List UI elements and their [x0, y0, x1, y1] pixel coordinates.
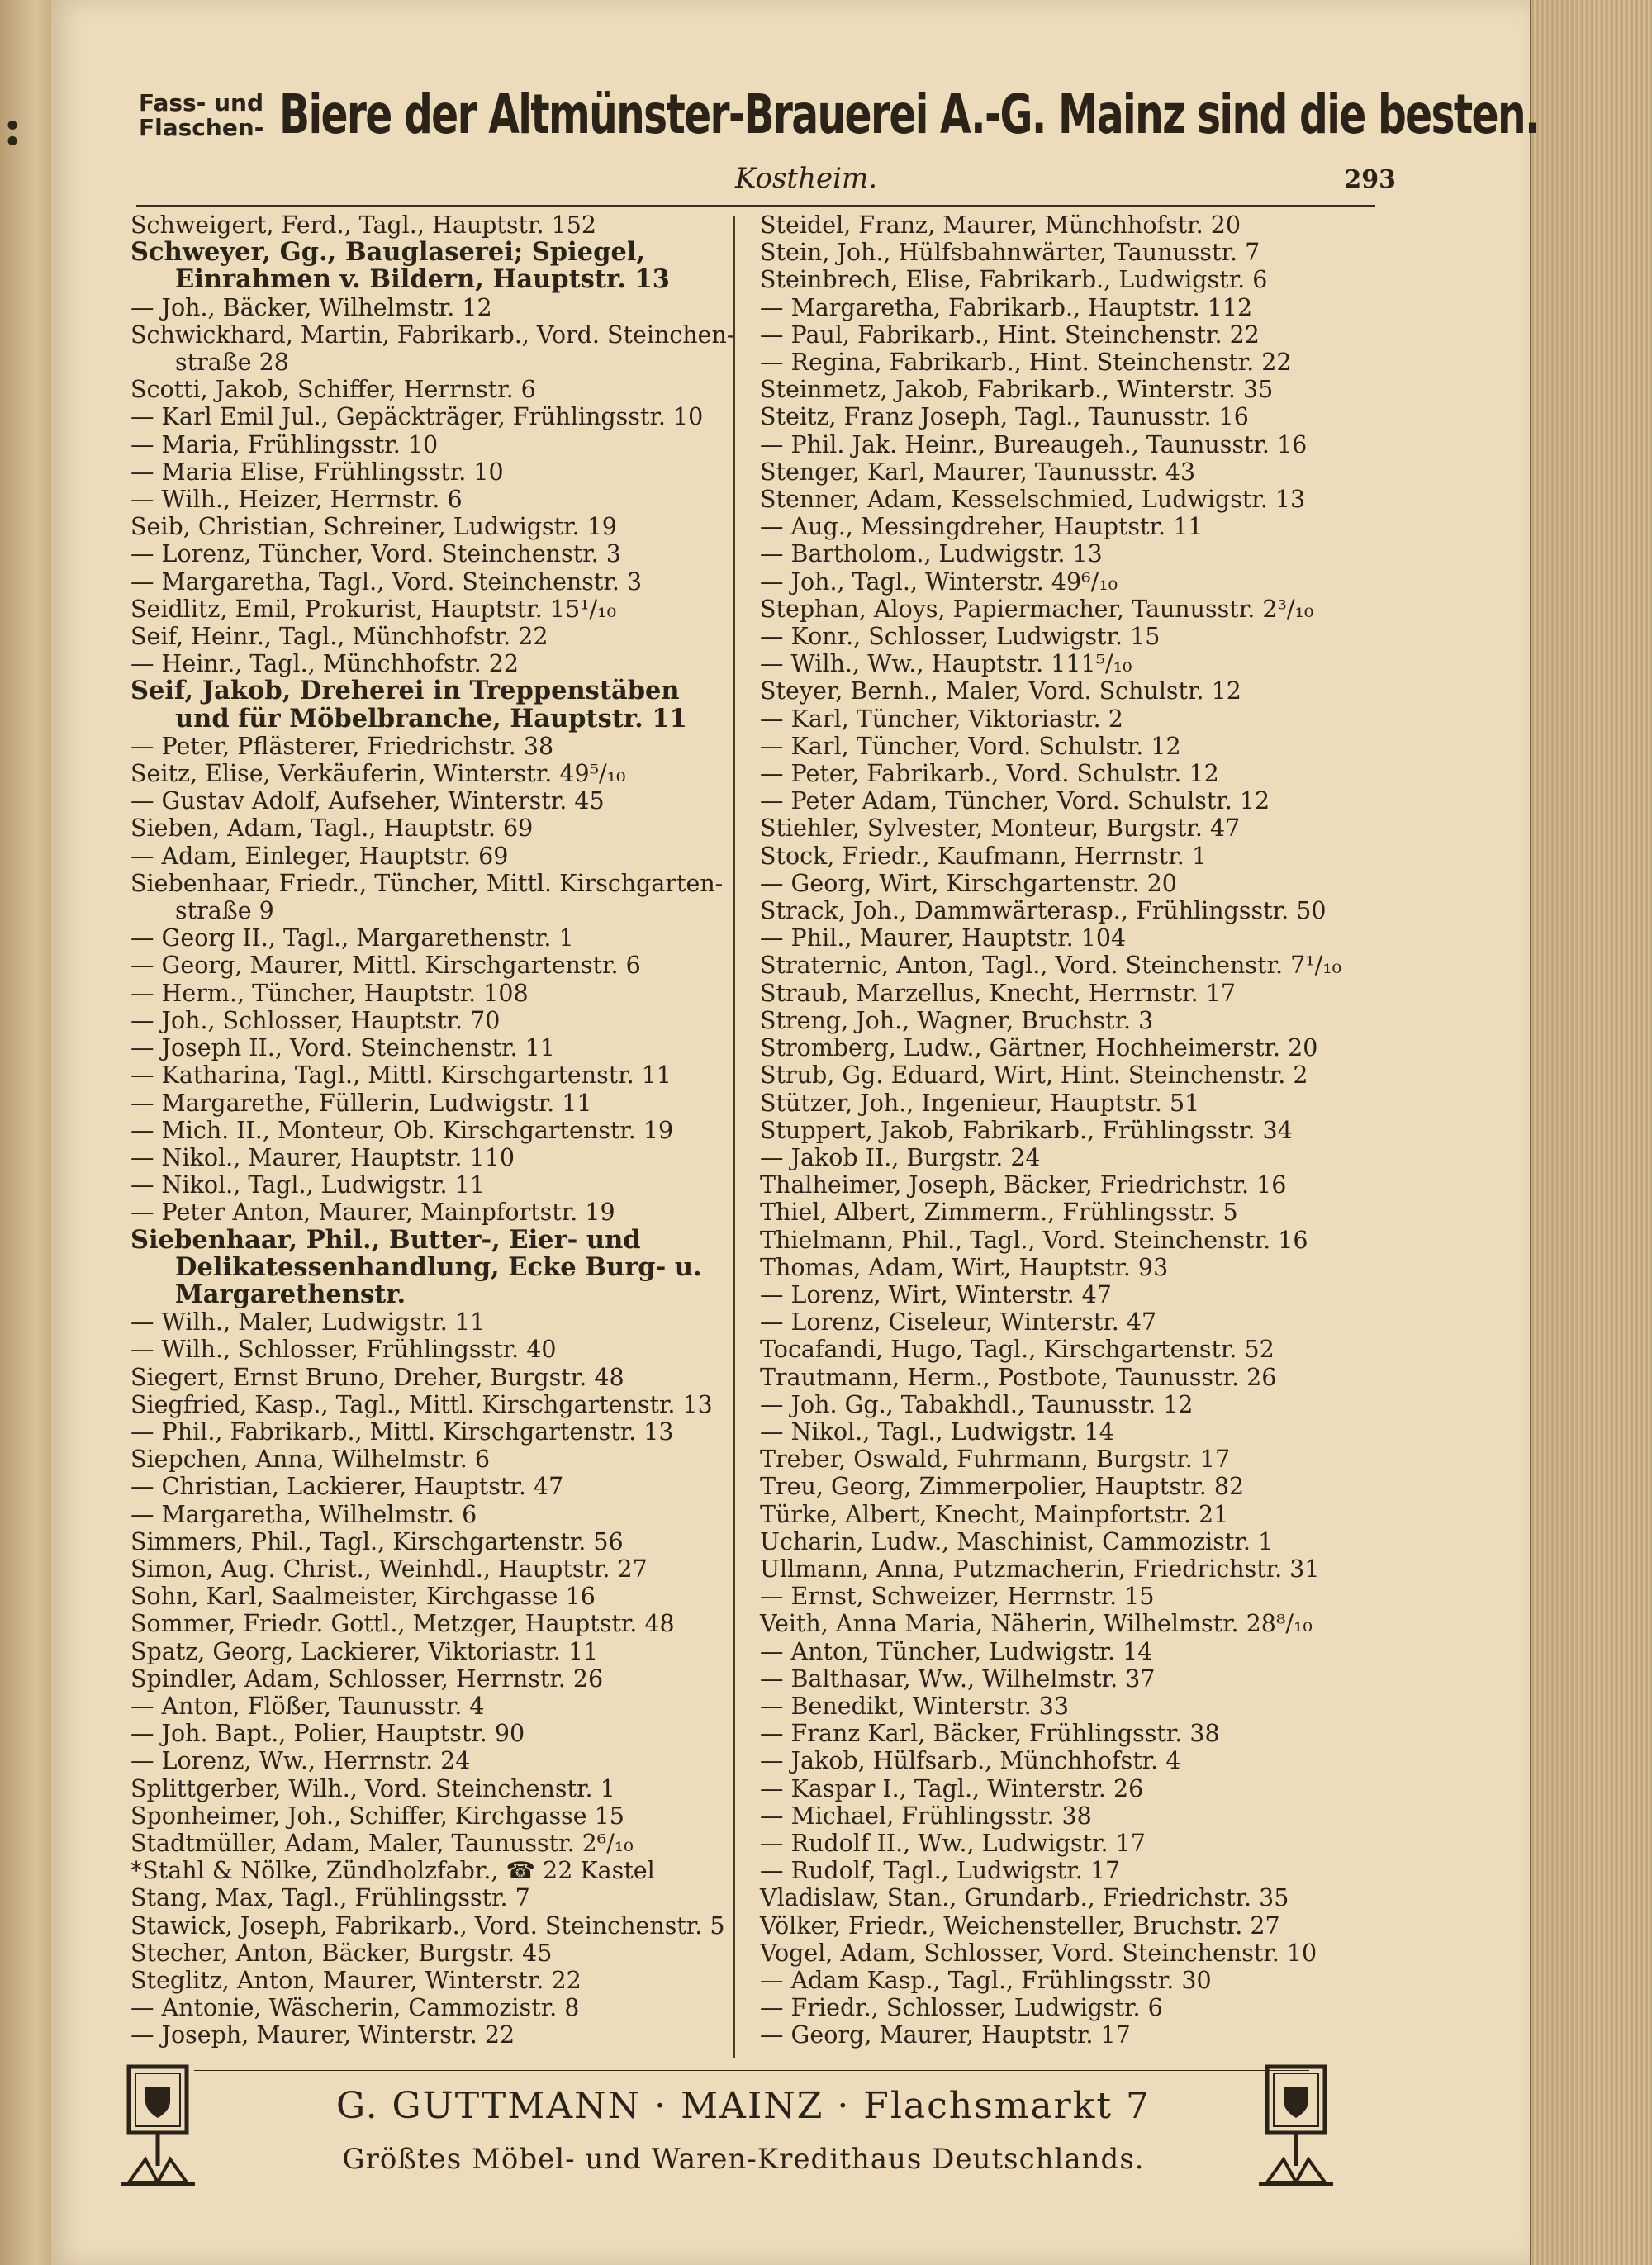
directory-entry: Steidel, Franz, Maurer, Münchhofstr. 20 — [760, 211, 1241, 239]
directory-entry: Splittgerber, Wilh., Vord. Steinchenstr. 1 — [131, 1774, 615, 1802]
directory-entry: — Adam, Einleger, Hauptstr. 69 — [131, 842, 509, 870]
directory-entry: Seitz, Elise, Verkäuferin, Winterstr. 49⁵/₁₀ — [131, 760, 626, 788]
directory-entry: Stang, Max, Tagl., Frühlingsstr. 7 — [131, 1884, 530, 1912]
directory-entry: — Benedikt, Winterstr. 33 — [760, 1692, 1069, 1720]
directory-entry: Seif, Jakob, Dreherei in Treppenstäben — [131, 676, 680, 706]
directory-entry: — Joseph II., Vord. Steinchenstr. 11 — [131, 1034, 555, 1062]
column-divider — [733, 216, 735, 2058]
directory-entry: Steyer, Bernh., Maler, Vord. Schulstr. 12 — [760, 677, 1241, 705]
directory-entry: — Joh. Gg., Tabakhdl., Taunusstr. 12 — [760, 1390, 1194, 1418]
directory-entry: Stecher, Anton, Bäcker, Burgstr. 45 — [131, 1939, 553, 1967]
directory-entry: Siebenhaar, Friedr., Tüncher, Mittl. Kirschgarten- — [131, 869, 724, 897]
directory-entry: — Georg II., Tagl., Margarethenstr. 1 — [131, 924, 574, 952]
directory-entry: — Rudolf II., Ww., Ludwigstr. 17 — [760, 1829, 1146, 1857]
directory-entry: Siebenhaar, Phil., Butter-, Eier- und — [131, 1224, 641, 1255]
directory-entry: — Christian, Lackierer, Hauptstr. 47 — [131, 1473, 564, 1501]
directory-entry: Sohn, Karl, Saalmeister, Kirchgasse 16 — [131, 1583, 596, 1611]
directory-entry: — Margaretha, Tagl., Vord. Steinchenstr. 3 — [131, 567, 643, 596]
directory-entry: Stiehler, Sylvester, Monteur, Burgstr. 47 — [760, 814, 1241, 843]
directory-entry: Treu, Georg, Zimmerpolier, Hauptstr. 82 — [760, 1473, 1245, 1501]
directory-entry: Stuppert, Jakob, Fabrikarb., Frühlingsstr. 34 — [760, 1116, 1293, 1144]
directory-entry: Steinmetz, Jakob, Fabrikarb., Winterstr. 35 — [760, 376, 1274, 404]
directory-entry: — Peter, Fabrikarb., Vord. Schulstr. 12 — [760, 760, 1219, 788]
directory-entry: Seib, Christian, Schreiner, Ludwigstr. 19 — [131, 513, 617, 541]
directory-entry: Vladislaw, Stan., Grundarb., Friedrichstr. 35 — [760, 1884, 1289, 1912]
directory-entry: — Gustav Adolf, Aufseher, Winterstr. 45 — [131, 787, 605, 815]
directory-entry: Spindler, Adam, Schlosser, Herrnstr. 26 — [131, 1664, 604, 1693]
page-header — [91, 83, 1539, 173]
directory-entry: — Peter Anton, Maurer, Mainpfortstr. 19 — [131, 1199, 615, 1227]
directory-entry: — Antonie, Wäscherin, Cammozistr. 8 — [131, 1994, 580, 2022]
directory-entry: — Ernst, Schweizer, Herrnstr. 15 — [760, 1583, 1155, 1611]
directory-entry: Straternic, Anton, Tagl., Vord. Steinchenstr. 7¹/₁₀ — [760, 952, 1342, 980]
directory-entry: — Nikol., Tagl., Ludwigstr. 11 — [131, 1171, 485, 1199]
directory-entry: — Phil., Maurer, Hauptstr. 104 — [760, 924, 1127, 952]
directory-entry: straße 28 — [175, 349, 289, 377]
directory-entry: Spatz, Georg, Lackierer, Viktoriastr. 11 — [131, 1637, 599, 1665]
directory-entry: — Adam Kasp., Tagl., Frühlingsstr. 30 — [760, 1967, 1212, 1994]
directory-entry: — Paul, Fabrikarb., Hint. Steinchenstr. 22 — [760, 321, 1260, 349]
directory-entry: Völker, Friedr., Weichensteller, Bruchstr. 27 — [760, 1911, 1280, 1940]
directory-entry: — Anton, Tüncher, Ludwigstr. 14 — [760, 1637, 1153, 1665]
directory-entry: — Wilh., Schlosser, Frühlingsstr. 40 — [131, 1336, 557, 1364]
directory-entry: Stadtmüller, Adam, Maler, Taunusstr. 2⁶/₁₀ — [131, 1829, 634, 1857]
directory-entry: *Stahl & Nölke, Zündholzfabr., ☎ 22 Kastel — [131, 1857, 655, 1885]
directory-entry: — Phil., Fabrikarb., Mittl. Kirschgartenstr. 13 — [131, 1417, 674, 1446]
directory-entry: Streng, Joh., Wagner, Bruchstr. 3 — [760, 1006, 1154, 1034]
directory-entry: — Margarethe, Füllerin, Ludwigstr. 11 — [131, 1089, 592, 1117]
directory-entry: Simon, Aug. Christ., Weinhdl., Hauptstr. 27 — [131, 1555, 648, 1583]
directory-entry: Simmers, Phil., Tagl., Kirschgartenstr. 56 — [131, 1527, 624, 1555]
directory-entry: — Maria Elise, Frühlingsstr. 10 — [131, 458, 504, 486]
right-column — [760, 211, 1388, 2049]
directory-entry: und für Möbelbranche, Hauptstr. 11 — [175, 703, 687, 734]
directory-entry: — Rudolf, Tagl., Ludwigstr. 17 — [760, 1857, 1121, 1885]
directory-entry: Margarethenstr. — [175, 1279, 406, 1309]
directory-entry: Sponheimer, Joh., Schiffer, Kirchgasse 15 — [131, 1802, 624, 1830]
directory-entry: — Peter, Pflästerer, Friedrichstr. 38 — [131, 732, 554, 760]
directory-entry: — Lorenz, Wirt, Winterstr. 47 — [760, 1280, 1112, 1308]
directory-entry: — Phil. Jak. Heinr., Bureaugeh., Taunusstr. 16 — [760, 430, 1308, 458]
ad-company-line: G. GUTTMANN · MAINZ · Flachsmarkt 7 — [335, 2085, 1151, 2127]
directory-entry: — Nikol., Tagl., Ludwigstr. 14 — [760, 1417, 1114, 1446]
left-column — [131, 211, 735, 2049]
directory-entry: — Katharina, Tagl., Mittl. Kirschgartenstr. 11 — [131, 1061, 672, 1090]
directory-entry: Schweyer, Gg., Bauglaserei; Spiegel, — [131, 237, 646, 268]
page-stack-edge — [1530, 0, 1652, 2265]
directory-entry: — Joh. Bapt., Polier, Hauptstr. 90 — [131, 1720, 525, 1748]
directory-entry: — Maria, Frühlingsstr. 10 — [131, 430, 439, 458]
header-rule — [136, 205, 1375, 207]
directory-entry: — Lorenz, Ww., Herrnstr. 24 — [131, 1747, 471, 1775]
directory-entry: — Lorenz, Ciseleur, Winterstr. 47 — [760, 1308, 1157, 1337]
directory-entry: Steitz, Franz Joseph, Tagl., Taunusstr. 16 — [760, 403, 1249, 431]
footer-advertisement — [116, 2073, 1371, 2214]
directory-entry: Siegert, Ernst Bruno, Dreher, Burgstr. 48 — [131, 1363, 624, 1391]
directory-entry: — Jakob II., Burgstr. 24 — [760, 1143, 1041, 1171]
directory-entry: — Joh., Bäcker, Wilhelmstr. 12 — [131, 293, 492, 321]
directory-entry: — Lorenz, Tüncher, Vord. Steinchenstr. 3 — [131, 540, 621, 568]
directory-entry: Ucharin, Ludw., Maschinist, Cammozistr. 1 — [760, 1527, 1274, 1555]
directory-entry: — Friedr., Schlosser, Ludwigstr. 6 — [760, 1994, 1163, 2022]
directory-entry: — Joh., Tagl., Winterstr. 49⁶/₁₀ — [760, 567, 1118, 596]
directory-entry: — Wilh., Heizer, Herrnstr. 6 — [131, 486, 463, 514]
directory-entry: Thielmann, Phil., Tagl., Vord. Steinchenstr. 16 — [760, 1226, 1308, 1254]
directory-entry: Stawick, Joseph, Fabrikarb., Vord. Steinchenstr. 5 — [131, 1911, 725, 1940]
directory-entry: — Wilh., Ww., Hauptstr. 111⁵/₁₀ — [760, 650, 1132, 678]
directory-entry: Stromberg, Ludw., Gärtner, Hochheimerstr. 20 — [760, 1034, 1318, 1062]
directory-entry: Treber, Oswald, Fuhrmann, Burgstr. 17 — [760, 1446, 1231, 1474]
directory-entry: — Konr., Schlosser, Ludwigstr. 15 — [760, 623, 1161, 651]
directory-entry: — Kaspar I., Tagl., Winterstr. 26 — [760, 1774, 1144, 1802]
directory-entry: Einrahmen v. Bildern, Hauptstr. 13 — [175, 264, 670, 295]
directory-entry: — Balthasar, Ww., Wilhelmstr. 37 — [760, 1664, 1156, 1693]
directory-entry: — Joseph, Maurer, Winterstr. 22 — [131, 2021, 515, 2049]
directory-entry: — Margaretha, Wilhelmstr. 6 — [131, 1500, 477, 1528]
directory-entry: — Karl Emil Jul., Gepäckträger, Frühlingsstr. 10 — [131, 403, 704, 431]
edge-mark: : — [3, 99, 22, 157]
directory-entry: Thomas, Adam, Wirt, Hauptstr. 93 — [760, 1253, 1169, 1281]
directory-entry: Stock, Friedr., Kaufmann, Herrnstr. 1 — [760, 842, 1207, 870]
directory-entry: Seif, Heinr., Tagl., Münchhofstr. 22 — [131, 623, 548, 651]
directory-entry: — Mich. II., Monteur, Ob. Kirschgartenstr. 19 — [131, 1116, 674, 1144]
directory-entry: Stützer, Joh., Ingenieur, Hauptstr. 51 — [760, 1089, 1200, 1117]
directory-entry: Delikatessenhandlung, Ecke Burg- u. — [175, 1251, 702, 1282]
directory-entry: Sommer, Friedr. Gottl., Metzger, Hauptstr. 48 — [131, 1610, 675, 1638]
directory-entry: Trautmann, Herm., Postbote, Taunusstr. 26 — [760, 1363, 1277, 1391]
directory-entry: — Aug., Messingdreher, Hauptstr. 11 — [760, 513, 1203, 541]
directory-entry: — Jakob, Hülfsarb., Münchhofstr. 4 — [760, 1747, 1181, 1775]
directory-entry: Stenner, Adam, Kesselschmied, Ludwigstr. 13 — [760, 486, 1306, 514]
previous-page-edge — [0, 0, 51, 2265]
directory-entry: Siepchen, Anna, Wilhelmstr. 6 — [131, 1446, 491, 1474]
directory-entry: — Regina, Fabrikarb., Hint. Steinchenstr. 22 — [760, 349, 1292, 377]
directory-entry: — Nikol., Maurer, Hauptstr. 110 — [131, 1143, 515, 1171]
directory-entry: — Karl, Tüncher, Vord. Schulstr. 12 — [760, 732, 1181, 760]
directory-entry: Steglitz, Anton, Maurer, Winterstr. 22 — [131, 1967, 582, 1994]
directory-entry: Siegfried, Kasp., Tagl., Mittl. Kirschgartenstr. 13 — [131, 1390, 713, 1418]
directory-entry: Stephan, Aloys, Papiermacher, Taunusstr. 2³/₁₀ — [760, 595, 1314, 623]
directory-entry: — Karl, Tüncher, Viktoriastr. 2 — [760, 705, 1123, 733]
directory-entry: — Herm., Tüncher, Hauptstr. 108 — [131, 979, 529, 1007]
ad-slogan-line: Größtes Möbel- und Waren-Kredithaus Deutschlands. — [342, 2143, 1145, 2176]
directory-entry: — Wilh., Maler, Ludwigstr. 11 — [131, 1308, 486, 1337]
directory-entry: Schweigert, Ferd., Tagl., Hauptstr. 152 — [131, 211, 596, 239]
directory-entry: — Georg, Maurer, Hauptstr. 17 — [760, 2021, 1131, 2049]
directory-entry: Seidlitz, Emil, Prokurist, Hauptstr. 15¹/₁₀ — [131, 595, 616, 623]
directory-entry: Thiel, Albert, Zimmerm., Frühlingsstr. 5 — [760, 1199, 1238, 1227]
directory-entry: — Georg, Maurer, Mittl. Kirschgartenstr. 6 — [131, 952, 641, 980]
directory-entry: Straub, Marzellus, Knecht, Herrnstr. 17 — [760, 979, 1236, 1007]
directory-entry: straße 9 — [175, 897, 274, 925]
directory-entry: Sieben, Adam, Tagl., Hauptstr. 69 — [131, 814, 534, 843]
directory-entry: Strack, Joh., Dammwärterasp., Frühlingsstr. 50 — [760, 897, 1327, 925]
directory-entry: — Peter Adam, Tüncher, Vord. Schulstr. 12 — [760, 787, 1270, 815]
directory-entry: — Georg, Wirt, Kirschgartenstr. 20 — [760, 869, 1177, 897]
fass-line-2: Flaschen- — [139, 114, 264, 141]
fass-line-1: Fass- und — [139, 89, 263, 116]
brewery-banner: Biere der Altmünster-Brauerei A.-G. Mainz sind die besten. — [279, 83, 1539, 146]
directory-entry: Stein, Joh., Hülfsbahnwärter, Taunusstr. 7 — [760, 239, 1260, 267]
directory-entry: Scotti, Jakob, Schiffer, Herrnstr. 6 — [131, 376, 536, 404]
directory-entry: — Margaretha, Fabrikarb., Hauptstr. 112 — [760, 293, 1253, 321]
directory-entry: — Heinr., Tagl., Münchhofstr. 22 — [131, 650, 519, 678]
page-number: 293 — [1344, 165, 1396, 194]
directory-entry: — Anton, Flößer, Taunusstr. 4 — [131, 1692, 485, 1720]
fass-label — [139, 91, 263, 140]
directory-entry: Thalheimer, Joseph, Bäcker, Friedrichstr. 16 — [760, 1171, 1287, 1199]
directory-entry: Steinbrech, Elise, Fabrikarb., Ludwigstr. 6 — [760, 266, 1268, 294]
directory-entry: — Michael, Frühlingsstr. 38 — [760, 1802, 1092, 1830]
directory-entry: — Bartholom., Ludwigstr. 13 — [760, 540, 1103, 568]
header-subline — [91, 162, 1396, 195]
directory-entry: Veith, Anna Maria, Näherin, Wilhelmstr. 28⁸/₁₀ — [760, 1610, 1313, 1638]
directory-entry: Türke, Albert, Knecht, Mainpfortstr. 21 — [760, 1500, 1229, 1528]
directory-entry: Vogel, Adam, Schlosser, Vord. Steinchenstr. 10 — [760, 1939, 1317, 1967]
place-title: Kostheim. — [735, 162, 878, 195]
directory-entry: Stenger, Karl, Maurer, Taunusstr. 43 — [760, 458, 1196, 486]
directory-entry: — Joh., Schlosser, Hauptstr. 70 — [131, 1006, 501, 1034]
directory-entry: — Franz Karl, Bäcker, Frühlingsstr. 38 — [760, 1720, 1220, 1748]
directory-entry: Ullmann, Anna, Putzmacherin, Friedrichstr. 31 — [760, 1555, 1320, 1583]
directory-entry: Strub, Gg. Eduard, Wirt, Hint. Steinchenstr. 2 — [760, 1061, 1308, 1090]
directory-entry: Tocafandi, Hugo, Tagl., Kirschgartenstr. 52 — [760, 1336, 1275, 1364]
directory-entry: Schwickhard, Martin, Fabrikarb., Vord. Steinchen- — [131, 321, 735, 349]
